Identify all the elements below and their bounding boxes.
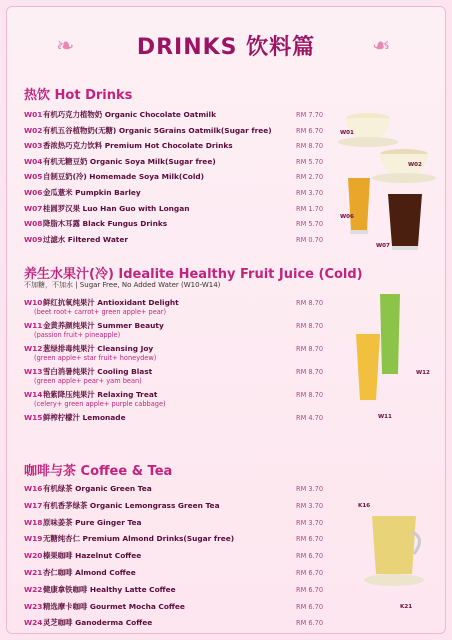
menu-item-W02 <box>24 126 272 136</box>
item-ingredients: (passion fruit+ pineapple) <box>34 331 121 339</box>
item-name: 无糖纯杏仁 Premium Almond Drinks(Sugar free) <box>43 534 235 544</box>
menu-item-W11 <box>24 321 164 331</box>
item-code: W08 <box>24 219 43 229</box>
item-name: 鲜红抗氧纯果汁 Antioxidant Delight <box>43 298 179 307</box>
item-price: RM 3.70 <box>296 189 324 197</box>
item-name: 榛果咖啡 Hazelnut Coffee <box>43 551 142 561</box>
item-ingredients: (green apple+ star fruit+ honeydew) <box>34 354 157 362</box>
tag-K16: K16 <box>358 503 371 509</box>
item-price: RM 2.70 <box>296 173 324 182</box>
item-name: 有机无糖豆奶 Organic Soya Milk(Sugar free) <box>43 156 216 166</box>
item-name: 雪白消暑纯果汁 Cooling Blast <box>43 367 153 376</box>
tag-W07: W07 <box>376 243 390 249</box>
item-code: W09 <box>24 234 43 244</box>
item-price: RM 8.70 <box>296 299 324 307</box>
item-price: RM 3.70 <box>296 518 324 527</box>
item-name: 有机绿茶 Organic Green Tea <box>43 484 152 493</box>
item-price: RM 3.70 <box>296 485 324 493</box>
item-price: RM 6.70 <box>296 569 324 577</box>
item-name: 降脂木耳露 Black Fungus Drinks <box>43 219 168 229</box>
item-price: RM 5.70 <box>296 220 324 229</box>
item-price: RM 7.70 <box>296 111 324 119</box>
item-code: W07 <box>24 203 43 213</box>
menu-item-W04 <box>24 157 216 167</box>
menu-item-W05 <box>24 172 204 182</box>
item-price: RM 6.70 <box>296 535 324 544</box>
tea-glasses-photo <box>340 160 444 270</box>
item-code: W22 <box>24 584 43 594</box>
item-name: 桂圆罗汉果 Luo Han Guo with Longan <box>43 203 190 213</box>
item-code: W01 <box>24 110 43 119</box>
item-name: 有机五谷植物奶(无糖) Organic 5Grains Oatmilk(Sugar free) <box>43 125 272 135</box>
menu-item-W23 <box>24 602 185 612</box>
tag-W06: W06 <box>340 214 354 220</box>
item-code: W23 <box>24 601 43 611</box>
menu-item-W12 <box>24 344 153 354</box>
item-ingredients: (beet root+ carrot+ green apple+ pear) <box>34 308 167 316</box>
menu-item-W16 <box>24 484 152 494</box>
item-name: 健康拿铁咖啡 Healthy Latte Coffee <box>43 584 176 594</box>
item-name: 金瓜薏米 Pumpkin Barley <box>43 188 141 197</box>
item-name: 过滤水 Filtered Water <box>43 234 128 244</box>
item-price: RM 8.70 <box>296 368 324 376</box>
menu-item-W08 <box>24 219 167 229</box>
item-price: RM 6.70 <box>296 585 324 594</box>
item-code: W11 <box>24 321 43 330</box>
menu-item-W20 <box>24 551 141 561</box>
item-name: 原味姜茶 Pure Ginger Tea <box>43 517 142 527</box>
item-name: 葱绿排毒纯果汁 Cleansing Joy <box>43 344 154 353</box>
menu-item-W17 <box>24 501 220 511</box>
tea-cup-photo <box>360 498 444 600</box>
item-ingredients: (celery+ green apple+ purple cabbage) <box>34 400 166 408</box>
menu-item-W19 <box>24 534 234 544</box>
item-price: RM 8.70 <box>296 391 324 399</box>
item-code: W19 <box>24 534 43 544</box>
item-price: RM 6.70 <box>296 619 324 628</box>
item-code: W20 <box>24 551 43 561</box>
tag-W12: W12 <box>416 370 430 376</box>
menu-item-W03 <box>24 141 233 151</box>
item-price: RM 0.70 <box>296 235 324 244</box>
tag-W01: W01 <box>340 130 354 136</box>
hot-drinks-heading: 热饮 Hot Drinks <box>24 88 133 103</box>
item-name: 有机巧克力植物奶 Organic Chocolate Oatmilk <box>43 110 216 119</box>
item-price: RM 4.70 <box>296 414 324 422</box>
item-name: 鲜榨柠檬汁 Lemonade <box>43 413 126 422</box>
item-name: 金黄养颜纯果汁 Summer Beauty <box>43 321 164 330</box>
item-name: 灵芝咖啡 Ganoderma Coffee <box>43 618 153 628</box>
swirl-left-ornament: ❧ <box>56 34 75 59</box>
menu-item-W09 <box>24 235 128 245</box>
item-price: RM 8.70 <box>296 142 324 151</box>
item-name: 精选摩卡咖啡 Gourmet Mocha Coffee <box>43 601 185 611</box>
item-code: W10 <box>24 298 43 307</box>
item-code: W12 <box>24 344 43 353</box>
item-code: W06 <box>24 188 43 197</box>
item-code: W16 <box>24 484 43 493</box>
item-ingredients: (green apple+ pear+ yam bean) <box>34 377 142 385</box>
menu-item-W10 <box>24 298 179 308</box>
menu-item-W18 <box>24 518 141 528</box>
tag-K21: K21 <box>400 604 413 610</box>
menu-item-W07 <box>24 204 189 214</box>
item-price: RM 8.70 <box>296 322 324 330</box>
item-code: W05 <box>24 172 43 182</box>
item-price: RM 6.70 <box>296 552 324 561</box>
coffee-tea-heading: 咖啡与茶 Coffee & Tea <box>24 464 173 479</box>
item-name: 自制豆奶(冷) Homemade Soya Milk(Cold) <box>43 172 205 182</box>
swirl-right-ornament: ❧ <box>372 34 391 59</box>
menu-item-W15 <box>24 413 126 423</box>
juice-subtitle: 不加糖，不加水 | Sugar Free, No Added Water (W10-W14) <box>24 281 221 289</box>
menu-item-W21 <box>24 568 136 578</box>
juice-glasses-photo <box>352 288 444 408</box>
menu-item-W22 <box>24 585 176 595</box>
item-code: W03 <box>24 141 43 151</box>
item-price: RM 6.70 <box>296 602 324 611</box>
item-name: 杏仁咖啡 Almond Coffee <box>43 568 136 577</box>
item-code: W17 <box>24 500 43 510</box>
tag-W11: W11 <box>378 414 392 420</box>
item-name: 有机香茅绿茶 Organic Lemongrass Green Tea <box>43 500 220 510</box>
item-code: W02 <box>24 125 43 135</box>
menu-item-W13 <box>24 367 152 377</box>
item-price: RM 8.70 <box>296 345 324 353</box>
item-code: W13 <box>24 367 43 376</box>
item-name: 香浓热巧克力饮料 Premium Hot Chocolate Drinks <box>43 141 233 151</box>
menu-item-W06 <box>24 188 141 198</box>
item-code: W15 <box>24 413 43 422</box>
item-code: W21 <box>24 568 43 577</box>
menu-title: DRINKS 饮料篇 <box>136 35 316 60</box>
juice-heading: 养生水果汁(冷) Idealite Healthy Fruit Juice (Cold) <box>24 267 363 282</box>
item-price: RM 5.70 <box>296 157 324 166</box>
menu-item-W24 <box>24 618 152 628</box>
item-code: W04 <box>24 156 43 166</box>
item-code: W18 <box>24 517 43 527</box>
item-price: RM 1.70 <box>296 204 324 213</box>
item-code: W24 <box>24 618 43 628</box>
item-price: RM 3.70 <box>296 501 324 510</box>
item-code: W14 <box>24 390 43 399</box>
tag-W02: W02 <box>408 162 422 168</box>
menu-item-W01 <box>24 110 216 120</box>
item-price: RM 6.70 <box>296 126 324 135</box>
menu-item-W14 <box>24 390 157 400</box>
item-name: 艳紫降压纯果汁 Relaxing Treat <box>43 390 158 399</box>
